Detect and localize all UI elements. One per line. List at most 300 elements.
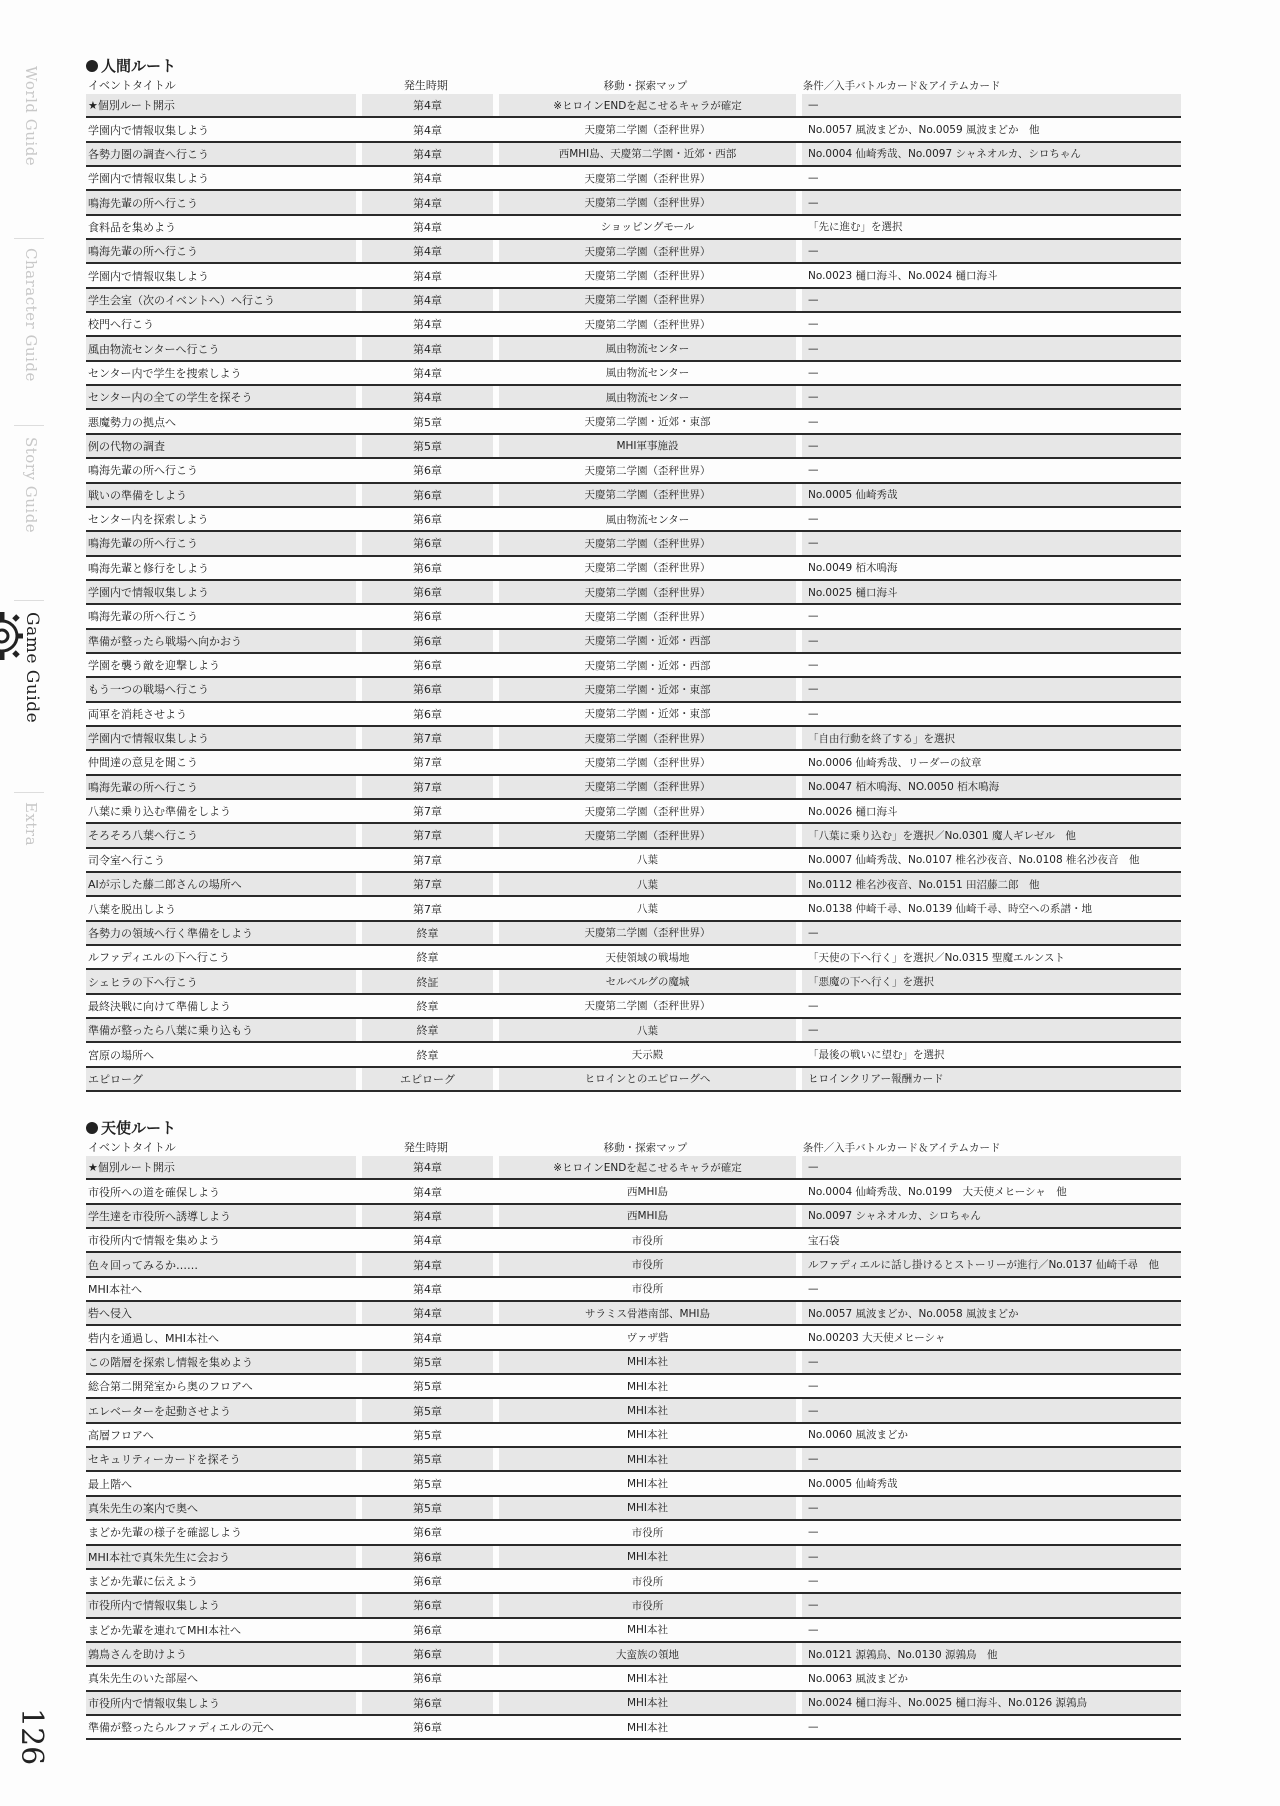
table-row: [86, 94, 1181, 118]
timing-cell: 第5章: [356, 1399, 493, 1421]
event-title-cell: 学園内で情報収集しよう: [88, 172, 209, 186]
table-row: [86, 313, 1181, 337]
timing-cell: 第4章: [356, 240, 493, 262]
conditions-cell: No.00203 大天使メヒーシャ: [796, 1326, 1181, 1348]
table-row: [86, 1448, 1181, 1472]
conditions-cell: —: [796, 1716, 1181, 1738]
event-title-cell: 学園内で情報収集しよう: [88, 586, 209, 600]
conditions-cell: No.0047 栢木鳴海、NO.0050 栢木鳴海: [796, 776, 1181, 798]
timing-cell: 第6章: [356, 703, 493, 725]
timing-cell: 第4章: [356, 94, 493, 116]
table-row: [86, 678, 1181, 702]
section-title: 人間ルート: [86, 56, 1181, 76]
conditions-cell: —: [796, 678, 1181, 700]
table-row: [86, 435, 1181, 459]
conditions-cell: ヒロインクリアー報酬カード: [796, 1068, 1181, 1090]
conditions-cell: No.0026 樋口海斗: [796, 800, 1181, 822]
table-row: [86, 654, 1181, 678]
event-title-cell: 学園内で情報収集しよう: [88, 732, 209, 746]
timing-cell: 第7章: [356, 873, 493, 895]
timing-cell: 第5章: [356, 1375, 493, 1397]
timing-cell: 第4章: [356, 264, 493, 286]
map-cell: MHI本社: [493, 1497, 796, 1519]
timing-cell: 第6章: [356, 1521, 493, 1543]
map-cell: 市役所: [493, 1278, 796, 1300]
timing-cell: 第7章: [356, 727, 493, 749]
sidebar-divider: [14, 792, 44, 793]
table-row: [86, 143, 1181, 167]
map-cell: 市役所: [493, 1229, 796, 1251]
map-cell: 八葉: [493, 849, 796, 871]
table-row: [86, 1375, 1181, 1399]
event-title-cell: 鳴海先輩の所へ行こう: [88, 196, 198, 210]
map-cell: セルベルグの魔城: [493, 970, 796, 992]
table-body: [86, 94, 1181, 1092]
event-title-cell: 準備が整ったら八葉に乗り込もう: [88, 1024, 253, 1038]
event-title-cell: ルファディエルの下へ行こう: [88, 951, 230, 965]
table-row: [86, 703, 1181, 727]
timing-cell: 終章: [356, 1043, 493, 1065]
timing-cell: 第4章: [356, 1180, 493, 1202]
table-row: [86, 118, 1181, 142]
event-title-cell: センター内で学生を捜索しよう: [88, 366, 242, 380]
conditions-cell: —: [796, 1619, 1181, 1641]
table-row: [86, 1497, 1181, 1521]
map-cell: 天慶第二学園（歪秤世界）: [493, 995, 796, 1017]
event-title-cell: MHI本社へ: [88, 1282, 143, 1296]
bullet-icon: [86, 60, 98, 72]
event-title-cell: 鳴海先輩と修行をしよう: [88, 561, 209, 575]
event-title-cell: 例の代物の調査: [88, 439, 165, 453]
table-row: [86, 1019, 1181, 1043]
conditions-cell: —: [796, 94, 1181, 116]
map-cell: 市役所: [493, 1570, 796, 1592]
map-cell: 天慶第二学園（歪秤世界）: [493, 313, 796, 335]
map-cell: 天慶第二学園（歪秤世界）: [493, 459, 796, 481]
conditions-cell: 「悪魔の下へ行く」を選択: [796, 970, 1181, 992]
table-row: [86, 849, 1181, 873]
event-title-cell: ★個別ルート開示: [88, 99, 175, 113]
table-row: [86, 776, 1181, 800]
map-cell: ヒロインとのエピローグへ: [493, 1068, 796, 1090]
table-row: [86, 922, 1181, 946]
table-row: [86, 337, 1181, 361]
event-title-cell: 学生会室（次のイベントへ）へ行こう: [88, 293, 275, 307]
table-row: [86, 1278, 1181, 1302]
timing-cell: 第4章: [356, 1326, 493, 1348]
event-title-cell: 食料品を集めよう: [88, 220, 176, 234]
event-title-cell: 砦へ侵入: [88, 1307, 132, 1321]
event-title-cell: 学園を襲う敵を迎撃しよう: [88, 659, 220, 673]
conditions-cell: No.0005 仙崎秀哉: [796, 484, 1181, 506]
conditions-cell: —: [796, 1351, 1181, 1373]
event-title-cell: 鳴海先輩の所へ行こう: [88, 464, 198, 478]
timing-cell: 終証: [356, 970, 493, 992]
table-row: [86, 873, 1181, 897]
event-title-cell: 学園内で情報収集しよう: [88, 123, 209, 137]
conditions-cell: No.0024 樋口海斗、No.0025 樋口海斗、No.0126 源鶉鳥: [796, 1692, 1181, 1714]
event-title-cell: エピローグ: [88, 1072, 143, 1086]
event-title-cell: 各勢力の領域へ行く準備をしよう: [88, 926, 253, 940]
map-cell: 天慶第二学園（歪秤世界）: [493, 922, 796, 944]
table-row: [86, 532, 1181, 556]
event-title-cell: 司令室へ行こう: [88, 853, 165, 867]
timing-cell: 第4章: [356, 1253, 493, 1275]
timing-cell: 第4章: [356, 1229, 493, 1251]
conditions-cell: ルファディエルに話し掛けるとストーリーが進行／No.0137 仙崎千尋 他: [796, 1253, 1181, 1275]
timing-cell: 終章: [356, 946, 493, 968]
conditions-cell: —: [796, 508, 1181, 530]
map-cell: 西MHI島: [493, 1205, 796, 1227]
timing-cell: 第4章: [356, 289, 493, 311]
conditions-cell: —: [796, 1278, 1181, 1300]
table-row: [86, 1205, 1181, 1229]
map-cell: 天慶第二学園（歪秤世界）: [493, 824, 796, 846]
table-row: [86, 1253, 1181, 1277]
timing-cell: 第5章: [356, 1448, 493, 1470]
timing-cell: エピローグ: [356, 1068, 493, 1090]
map-cell: MHI本社: [493, 1448, 796, 1470]
conditions-cell: —: [796, 654, 1181, 676]
conditions-cell: —: [796, 1156, 1181, 1178]
timing-cell: 第5章: [356, 435, 493, 457]
angel-route-section: [86, 1118, 1181, 1740]
table-row: [86, 1302, 1181, 1326]
table-header: [86, 76, 1181, 94]
conditions-cell: No.0023 樋口海斗、No.0024 樋口海斗: [796, 264, 1181, 286]
event-title-cell: 宮原の場所へ: [88, 1048, 154, 1062]
table-row: [86, 970, 1181, 994]
map-cell: 風由物流センター: [493, 508, 796, 530]
event-title-cell: もう一つの戦場へ行こう: [88, 683, 209, 697]
conditions-cell: —: [796, 191, 1181, 213]
table-row: [86, 1643, 1181, 1667]
header-timing: 発生時期: [403, 1141, 448, 1154]
timing-cell: 第4章: [356, 1278, 493, 1300]
timing-cell: 第6章: [356, 557, 493, 579]
map-cell: 天慶第二学園（歪秤世界）: [493, 484, 796, 506]
table-row: [86, 1667, 1181, 1691]
timing-cell: 第6章: [356, 654, 493, 676]
conditions-cell: —: [796, 1375, 1181, 1397]
timing-cell: 第4章: [356, 313, 493, 335]
timing-cell: 第4章: [356, 216, 493, 238]
conditions-cell: —: [796, 703, 1181, 725]
event-title-cell: この階層を探索し情報を集めよう: [88, 1355, 253, 1369]
conditions-cell: —: [796, 386, 1181, 408]
table-row: [86, 1399, 1181, 1423]
event-title-cell: 市役所内で情報を集めよう: [88, 1234, 220, 1248]
map-cell: 天慶第二学園（歪秤世界）: [493, 776, 796, 798]
conditions-cell: 宝石袋: [796, 1229, 1181, 1251]
timing-cell: 終章: [356, 922, 493, 944]
table-row: [86, 1619, 1181, 1643]
map-cell: 天慶第二学園（歪秤世界）: [493, 605, 796, 627]
sidebar: [0, 0, 50, 1806]
timing-cell: 第6章: [356, 1643, 493, 1665]
map-cell: MHI本社: [493, 1692, 796, 1714]
map-cell: ヴァザ砦: [493, 1326, 796, 1348]
conditions-cell: 「先に進む」を選択: [796, 216, 1181, 238]
event-title-cell: そろそろ八葉へ行こう: [88, 829, 198, 843]
conditions-cell: —: [796, 435, 1181, 457]
timing-cell: 第4章: [356, 386, 493, 408]
event-title-cell: 八葉に乗り込む準備をしよう: [88, 805, 231, 819]
map-cell: 天慶第二学園（歪秤世界）: [493, 581, 796, 603]
timing-cell: 第6章: [356, 630, 493, 652]
timing-cell: 第5章: [356, 1472, 493, 1494]
timing-cell: 第5章: [356, 1424, 493, 1446]
conditions-cell: —: [796, 605, 1181, 627]
table-row: [86, 1472, 1181, 1496]
timing-cell: 第4章: [356, 1156, 493, 1178]
table-row: [86, 897, 1181, 921]
table-row: [86, 1068, 1181, 1092]
table-row: [86, 362, 1181, 386]
conditions-cell: No.0006 仙崎秀哉、リーダーの紋章: [796, 751, 1181, 773]
conditions-cell: —: [796, 630, 1181, 652]
timing-cell: 第4章: [356, 191, 493, 213]
header-map: 移動・探索マップ: [603, 79, 688, 92]
map-cell: 天慶第二学園（歪秤世界）: [493, 800, 796, 822]
table-row: [86, 727, 1181, 751]
conditions-cell: No.0004 仙崎秀哉、No.0097 シャネオルカ、シロちゃん: [796, 143, 1181, 165]
conditions-cell: —: [796, 1570, 1181, 1592]
map-cell: MHI本社: [493, 1472, 796, 1494]
event-title-cell: 最上階へ: [88, 1477, 132, 1491]
table-row: [86, 1521, 1181, 1545]
map-cell: 天慶第二学園・近郊・東部: [493, 678, 796, 700]
table-row: [86, 995, 1181, 1019]
timing-cell: 第7章: [356, 849, 493, 871]
conditions-cell: No.0138 仲崎千尋、No.0139 仙崎千尋、時空への系譜・地: [796, 897, 1181, 919]
event-title-cell: MHI本社で真朱先生に会おう: [88, 1550, 231, 1564]
map-cell: 風由物流センター: [493, 386, 796, 408]
event-title-cell: 風由物流センターへ行こう: [88, 342, 220, 356]
table-row: [86, 1716, 1181, 1740]
table-header: [86, 1138, 1181, 1156]
event-title-cell: 校門へ行こう: [88, 318, 154, 332]
map-cell: MHI本社: [493, 1351, 796, 1373]
timing-cell: 第6章: [356, 1692, 493, 1714]
sidebar-tab-character-guide[interactable]: Character Guide: [22, 248, 40, 382]
event-title-cell: センター内の全ての学生を探そう: [88, 391, 253, 405]
conditions-cell: —: [796, 313, 1181, 335]
conditions-cell: —: [796, 337, 1181, 359]
table-row: [86, 410, 1181, 434]
table-row: [86, 459, 1181, 483]
section-title: 天使ルート: [86, 1118, 1181, 1138]
map-cell: 天使領域の戦場地: [493, 946, 796, 968]
conditions-cell: 「自由行動を終了する」を選択: [796, 727, 1181, 749]
table-row: [86, 167, 1181, 191]
conditions-cell: —: [796, 995, 1181, 1017]
timing-cell: 第4章: [356, 362, 493, 384]
event-title-cell: 仲間達の意見を聞こう: [88, 756, 198, 770]
conditions-cell: No.0057 風波まどか、No.0059 風波まどか 他: [796, 118, 1181, 140]
table-row: [86, 289, 1181, 313]
timing-cell: 第4章: [356, 1205, 493, 1227]
conditions-cell: —: [796, 410, 1181, 432]
event-title-cell: 鳴海先輩の所へ行こう: [88, 245, 198, 259]
timing-cell: 第7章: [356, 751, 493, 773]
event-title-cell: センター内を探索しよう: [88, 513, 209, 527]
header-timing: 発生時期: [403, 79, 448, 92]
conditions-cell: —: [796, 289, 1181, 311]
timing-cell: 第6章: [356, 678, 493, 700]
conditions-cell: —: [796, 167, 1181, 189]
map-cell: 天慶第二学園（歪秤世界）: [493, 751, 796, 773]
table-row: [86, 1156, 1181, 1180]
table-row: [86, 800, 1181, 824]
conditions-cell: —: [796, 1497, 1181, 1519]
event-title-cell: 悪魔勢力の拠点へ: [88, 415, 176, 429]
map-cell: ※ヒロインENDを起こせるキャラが確定: [493, 1156, 796, 1178]
timing-cell: 第6章: [356, 1667, 493, 1689]
header-map: 移動・探索マップ: [603, 1141, 688, 1154]
map-cell: 天慶第二学園（歪秤世界）: [493, 191, 796, 213]
conditions-cell: —: [796, 1594, 1181, 1616]
conditions-cell: —: [796, 532, 1181, 554]
sidebar-divider: [14, 238, 44, 239]
event-title-cell: 学園内で情報収集しよう: [88, 269, 209, 283]
table-row: [86, 581, 1181, 605]
event-title-cell: まどか先輩を連れてMHI本社へ: [88, 1623, 242, 1637]
map-cell: MHI本社: [493, 1424, 796, 1446]
table-row: [86, 191, 1181, 215]
event-title-cell: セキュリティーカードを探そう: [88, 1453, 241, 1467]
map-cell: 天慶第二学園（歪秤世界）: [493, 240, 796, 262]
event-title-cell: 両軍を消耗させよう: [88, 707, 187, 721]
map-cell: 八葉: [493, 1019, 796, 1041]
conditions-cell: No.0121 源鶉鳥、No.0130 源鶉鳥 他: [796, 1643, 1181, 1665]
timing-cell: 第4章: [356, 1302, 493, 1324]
event-title-cell: 高層フロアへ: [88, 1428, 154, 1442]
conditions-cell: —: [796, 1521, 1181, 1543]
table-body: [86, 1156, 1181, 1740]
map-cell: ※ヒロインENDを起こせるキャラが確定: [493, 94, 796, 116]
table-row: [86, 386, 1181, 410]
map-cell: 市役所: [493, 1253, 796, 1275]
table-row: [86, 630, 1181, 654]
timing-cell: 終章: [356, 1019, 493, 1041]
map-cell: ショッピングモール: [493, 216, 796, 238]
map-cell: 八葉: [493, 897, 796, 919]
event-title-cell: 鳴海先輩の所へ行こう: [88, 780, 198, 794]
timing-cell: 第7章: [356, 824, 493, 846]
sidebar-tab-game-guide[interactable]: Game Guide: [22, 612, 42, 724]
conditions-cell: No.0005 仙崎秀哉: [796, 1472, 1181, 1494]
event-title-cell: AIが示した藤二郎さんの場所へ: [88, 878, 242, 892]
header-event-title: イベントタイトル: [88, 1141, 176, 1154]
event-title-cell: 準備が整ったら戦場へ向かおう: [88, 634, 242, 648]
sidebar-tab-extra[interactable]: Extra: [22, 802, 40, 847]
event-title-cell: 色々回ってみるか……: [88, 1258, 198, 1272]
event-title-cell: 真朱先生の案内で奥へ: [88, 1501, 198, 1515]
conditions-cell: 「八葉に乗り込む」を選択／No.0301 魔人ギレゼル 他: [796, 824, 1181, 846]
map-cell: 西MHI島: [493, 1180, 796, 1202]
event-title-cell: ★個別ルート開示: [88, 1161, 175, 1175]
map-cell: 天慶第二学園・近郊・東部: [493, 703, 796, 725]
event-title-cell: 八葉を脱出しよう: [88, 902, 176, 916]
map-cell: 風由物流センター: [493, 362, 796, 384]
sidebar-tab-story-guide[interactable]: Story Guide: [22, 437, 40, 534]
map-cell: MHI本社: [493, 1619, 796, 1641]
header-event-title: イベントタイトル: [88, 79, 176, 92]
map-cell: MHI本社: [493, 1546, 796, 1568]
map-cell: MHI軍事施設: [493, 435, 796, 457]
timing-cell: 第6章: [356, 1716, 493, 1738]
event-title-cell: 市役所への道を確保しよう: [88, 1185, 220, 1199]
conditions-cell: —: [796, 240, 1181, 262]
timing-cell: 第6章: [356, 1619, 493, 1641]
event-title-cell: 戦いの準備をしよう: [88, 488, 187, 502]
table-row: [86, 1424, 1181, 1448]
map-cell: 天示殿: [493, 1043, 796, 1065]
map-cell: 八葉: [493, 873, 796, 895]
table-row: [86, 557, 1181, 581]
table-row: [86, 946, 1181, 970]
conditions-cell: No.0049 栢木鳴海: [796, 557, 1181, 579]
sidebar-tab-world-guide[interactable]: World Guide: [22, 66, 40, 167]
conditions-cell: —: [796, 1019, 1181, 1041]
map-cell: MHI本社: [493, 1667, 796, 1689]
conditions-cell: —: [796, 1546, 1181, 1568]
table-row: [86, 1180, 1181, 1204]
map-cell: サラミス骨港南部、MHI島: [493, 1302, 796, 1324]
sidebar-divider: [14, 600, 44, 601]
timing-cell: 第6章: [356, 508, 493, 530]
map-cell: 天慶第二学園（歪秤世界）: [493, 167, 796, 189]
timing-cell: 第7章: [356, 800, 493, 822]
conditions-cell: No.0060 風波まどか: [796, 1424, 1181, 1446]
map-cell: 西MHI島、天慶第二学園・近郊・西部: [493, 143, 796, 165]
page-number: 126: [14, 1708, 49, 1766]
map-cell: 大蛮族の領地: [493, 1643, 796, 1665]
header-conditions: 条件／入手バトルカード＆アイテムカード: [802, 1141, 1001, 1154]
event-title-cell: 市役所内で情報収集しよう: [88, 1599, 220, 1613]
table-row: [86, 508, 1181, 532]
conditions-cell: No.0097 シャネオルカ、シロちゃん: [796, 1205, 1181, 1227]
event-title-cell: 鳴海先輩の所へ行こう: [88, 610, 198, 624]
conditions-cell: No.0007 仙崎秀哉、No.0107 椎名沙夜音、No.0108 椎名沙夜音 他: [796, 849, 1181, 871]
map-cell: MHI本社: [493, 1716, 796, 1738]
table-row: [86, 240, 1181, 264]
table-row: [86, 1326, 1181, 1350]
table-row: [86, 484, 1181, 508]
event-title-cell: 学生達を市役所へ誘導しよう: [88, 1209, 231, 1223]
event-title-cell: 砦内を通過し、MHI本社へ: [88, 1331, 220, 1345]
event-title-cell: 最終決戦に向けて準備しよう: [88, 999, 231, 1013]
conditions-cell: No.0057 風波まどか、No.0058 風波まどか: [796, 1302, 1181, 1324]
gear-icon: [0, 608, 24, 664]
table-row: [86, 216, 1181, 240]
event-title-cell: エレベーターを起動させよう: [88, 1404, 231, 1418]
map-cell: 天慶第二学園（歪秤世界）: [493, 118, 796, 140]
map-cell: 天慶第二学園（歪秤世界）: [493, 557, 796, 579]
table-row: [86, 1570, 1181, 1594]
event-title-cell: シェヒラの下へ行こう: [88, 975, 198, 989]
event-title-cell: 市役所内で情報収集しよう: [88, 1696, 220, 1710]
conditions-cell: —: [796, 459, 1181, 481]
conditions-cell: —: [796, 1448, 1181, 1470]
table-row: [86, 264, 1181, 288]
conditions-cell: No.0004 仙崎秀哉、No.0199 大天使メヒーシャ 他: [796, 1180, 1181, 1202]
timing-cell: 第6章: [356, 605, 493, 627]
conditions-cell: No.0063 風波まどか: [796, 1667, 1181, 1689]
sidebar-divider: [14, 425, 44, 426]
timing-cell: 第5章: [356, 410, 493, 432]
